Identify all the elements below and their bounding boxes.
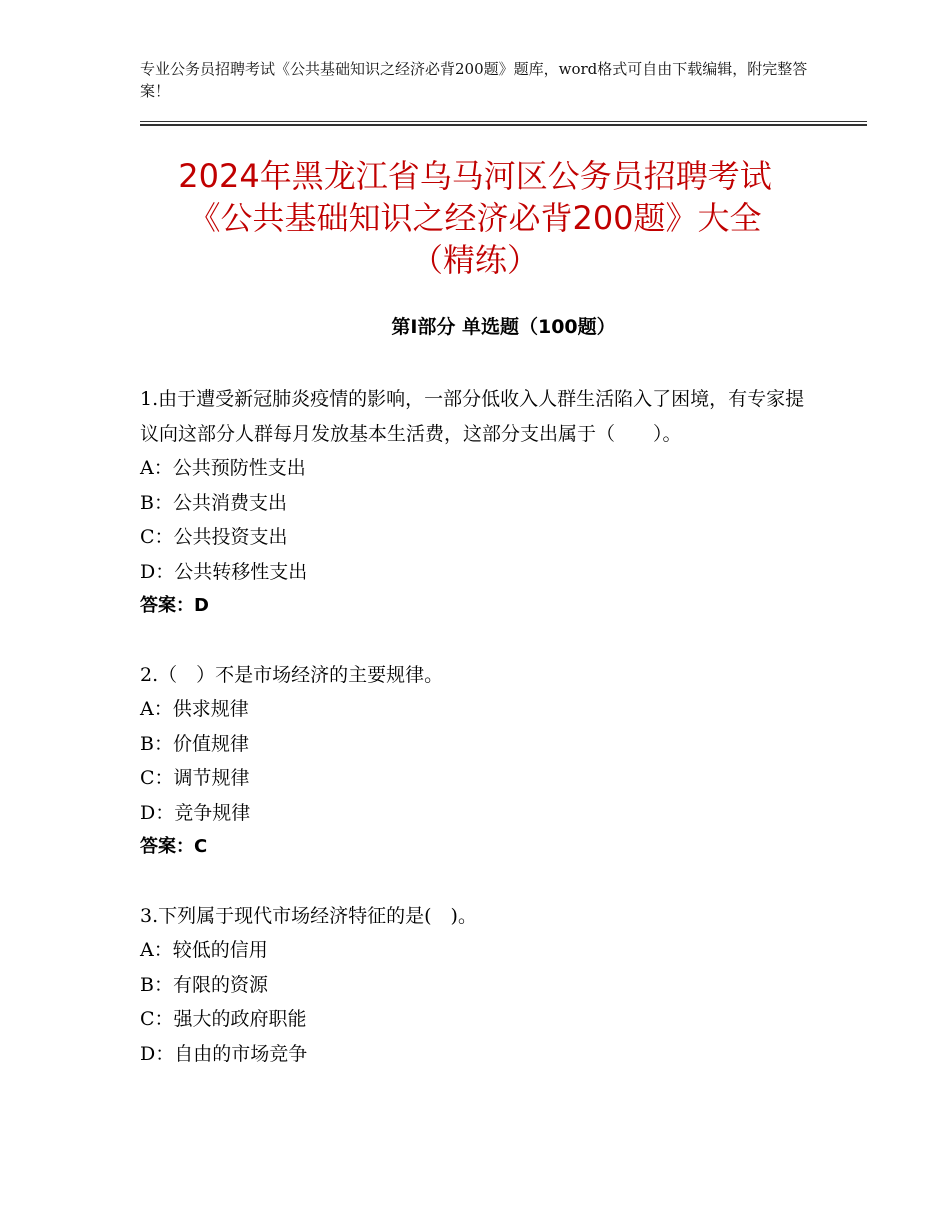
option-c: C：调节规律 bbox=[140, 767, 250, 789]
question-stem: 3.下列属于现代市场经济特征的是( )。 bbox=[140, 904, 477, 927]
question-stem: 2.（ ）不是市场经济的主要规律。 bbox=[140, 663, 444, 686]
option-d: D：自由的市场竞争 bbox=[140, 1042, 308, 1065]
header-note: 专业公务员招聘考试《公共基础知识之经济必背200题》题库，word格式可自由下载编辑，附完整答案！ bbox=[140, 60, 808, 100]
answer: 答案：D bbox=[140, 595, 209, 616]
option-c: C：强大的政府职能 bbox=[140, 1008, 307, 1030]
option-a: A：较低的信用 bbox=[140, 939, 268, 961]
option-a: A：公共预防性支出 bbox=[140, 457, 306, 479]
title-line-1: 2024年黑龙江省乌马河区公务员招聘考试 bbox=[178, 157, 772, 195]
option-d: D：公共转移性支出 bbox=[140, 560, 308, 583]
question-list bbox=[140, 382, 810, 1105]
title-line-2: 《公共基础知识之经济必背200题》大全 bbox=[188, 199, 762, 237]
document-title bbox=[120, 155, 830, 281]
header-rule-thick bbox=[140, 124, 867, 126]
option-a: A：供求规律 bbox=[140, 698, 249, 720]
title-line-3: （精练） bbox=[410, 241, 539, 279]
option-d: D：竞争规律 bbox=[140, 801, 251, 824]
question-2 bbox=[140, 658, 810, 865]
question-1 bbox=[140, 382, 810, 624]
answer: 答案：C bbox=[140, 836, 208, 857]
option-b: B：价值规律 bbox=[140, 732, 249, 755]
option-b: B：公共消费支出 bbox=[140, 491, 287, 514]
question-3 bbox=[140, 899, 810, 1072]
option-c: C：公共投资支出 bbox=[140, 526, 288, 548]
section-title: 第Ⅰ部分 单选题（100题） bbox=[391, 316, 616, 338]
question-stem: 1.由于遭受新冠肺炎疫情的影响，一部分低收入人群生活陷入了困境，有专家提议向这部分人群每月发放基本生活费，这部分支出属于（ ）。 bbox=[140, 388, 805, 445]
header-rule-thin bbox=[140, 121, 867, 122]
option-b: B：有限的资源 bbox=[140, 973, 268, 996]
